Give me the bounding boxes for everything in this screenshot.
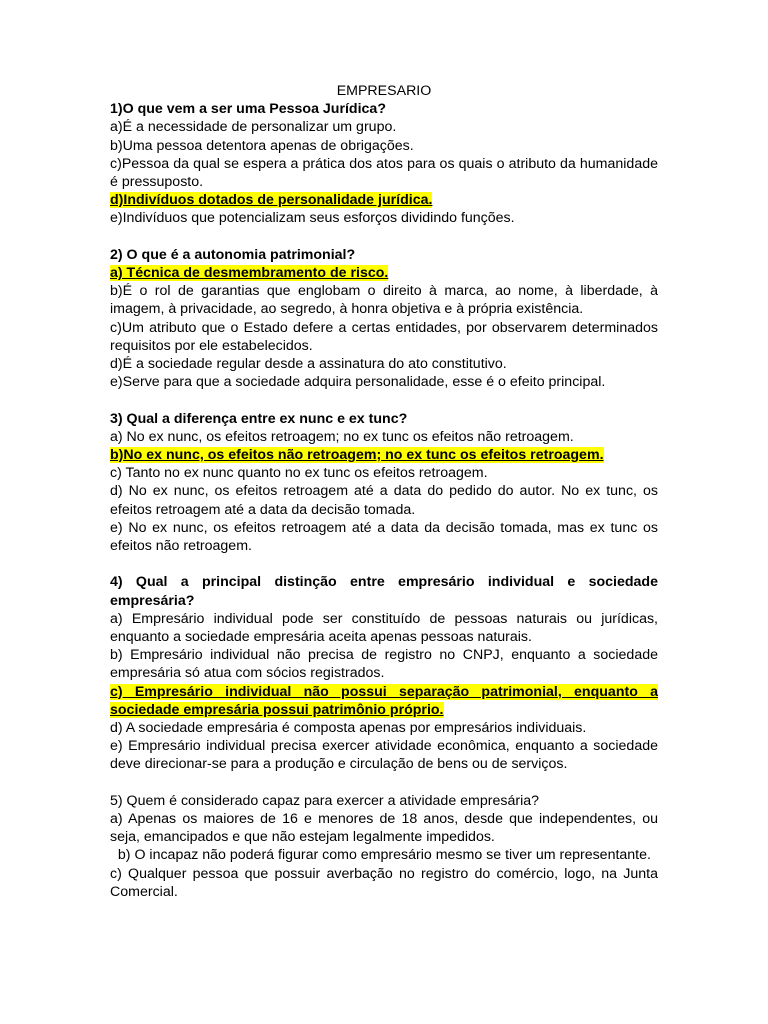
option-d: d) No ex nunc, os efeitos retroagem até a data do pedido do autor. No ex tunc, os efeitos retroagem até a data da decisão tomada. — [110, 483, 658, 518]
option-c: c) Tanto no ex nunc quanto no ex tunc os efeitos retroagem. — [110, 465, 488, 482]
option-a: a) No ex nunc, os efeitos retroagem; no ex tunc os efeitos não retroagem. — [110, 428, 574, 445]
question-2 — [110, 246, 658, 392]
option-b: b) O incapaz não poderá figurar como empresário mesmo se tiver um representante. — [110, 847, 651, 864]
question-text: 1)O que vem a ser uma Pessoa Jurídica? — [110, 101, 386, 118]
option-e: e) No ex nunc, os efeitos retroagem até a data da decisão tomada, mas ex tunc os efeitos não retroagem. — [110, 519, 658, 555]
option-a-correct — [110, 264, 658, 282]
question-text: 5) Quem é considerado capaz para exercer a atividade empresária? — [110, 792, 540, 809]
question-text: 2) O que é a autonomia patrimonial? — [110, 246, 356, 263]
question-5 — [110, 792, 658, 901]
option-b: b)É o rol de garantias que englobam o direito à marca, ao nome, à liberdade, à imagem, à privacidade, ao segredo, à honra objetiva e à própria existência. — [110, 283, 658, 318]
option-e: e) Empresário individual precisa exercer atividade econômica, enquanto a sociedade deve direcionar-se para a produção e circulação de bens ou de serviços. — [110, 738, 658, 773]
option-c: c) Qualquer pessoa que possuir averbação no registro do comércio, logo, na Junta Comercial. — [110, 865, 658, 900]
highlighted-answer: b)No ex nunc, os efeitos não retroagem; no ex tunc os efeitos retroagem. — [110, 447, 604, 464]
option-a: a)É a necessidade de personalizar um grupo. — [110, 119, 397, 136]
option-e: e)Indivíduos que potencializam seus esforços dividindo funções. — [110, 210, 515, 227]
option-c: c)Pessoa da qual se espera a prática dos atos para os quais o atributo da humanidade é pressuposto. — [110, 155, 658, 191]
question-text: 3) Qual a diferença entre ex nunc e ex tunc? — [110, 410, 408, 427]
option-d-correct — [110, 191, 658, 209]
option-c: c)Um atributo que o Estado defere a certas entidades, por observarem determinados requisitos por ele estabelecidos. — [110, 319, 658, 354]
option-d: d)É a sociedade regular desde a assinatura do ato constitutivo. — [110, 356, 507, 373]
highlighted-answer: a) Técnica de desmembramento de risco. — [110, 265, 389, 282]
option-e: e)Serve para que a sociedade adquira personalidade, esse é o efeito principal. — [110, 374, 606, 391]
question-4 — [110, 573, 658, 773]
option-a: a) Apenas os maiores de 16 e menores de 18 anos, desde que independentes, ou seja, emancipados e que não estejam legalmente impedidos. — [110, 811, 658, 846]
question-text: 4) Qual a principal distinção entre empresário individual e sociedade empresária? — [110, 574, 658, 609]
option-b-correct — [110, 446, 658, 464]
option-b: b) Empresário individual não precisa de registro no CNPJ, enquanto a sociedade empresária só atua com sócios registrados. — [110, 647, 658, 682]
option-d: d) A sociedade empresária é composta apenas por empresários individuais. — [110, 720, 587, 737]
highlighted-answer: d)Indivíduos dotados de personalidade jurídica. — [110, 192, 433, 209]
highlighted-answer: c) Empresário individual não possui separação patrimonial, enquanto a sociedade empresária possui patrimônio próprio. — [110, 683, 658, 718]
question-1 — [110, 100, 658, 227]
option-c-correct — [110, 683, 658, 719]
question-3 — [110, 410, 658, 556]
option-a: a) Empresário individual pode ser constituído de pessoas naturais ou jurídicas, enquanto a sociedade empresária aceita apenas pessoas naturais. — [110, 610, 658, 646]
option-b: b)Uma pessoa detentora apenas de obrigações. — [110, 137, 414, 154]
document-title: EMPRESARIO — [336, 83, 432, 99]
